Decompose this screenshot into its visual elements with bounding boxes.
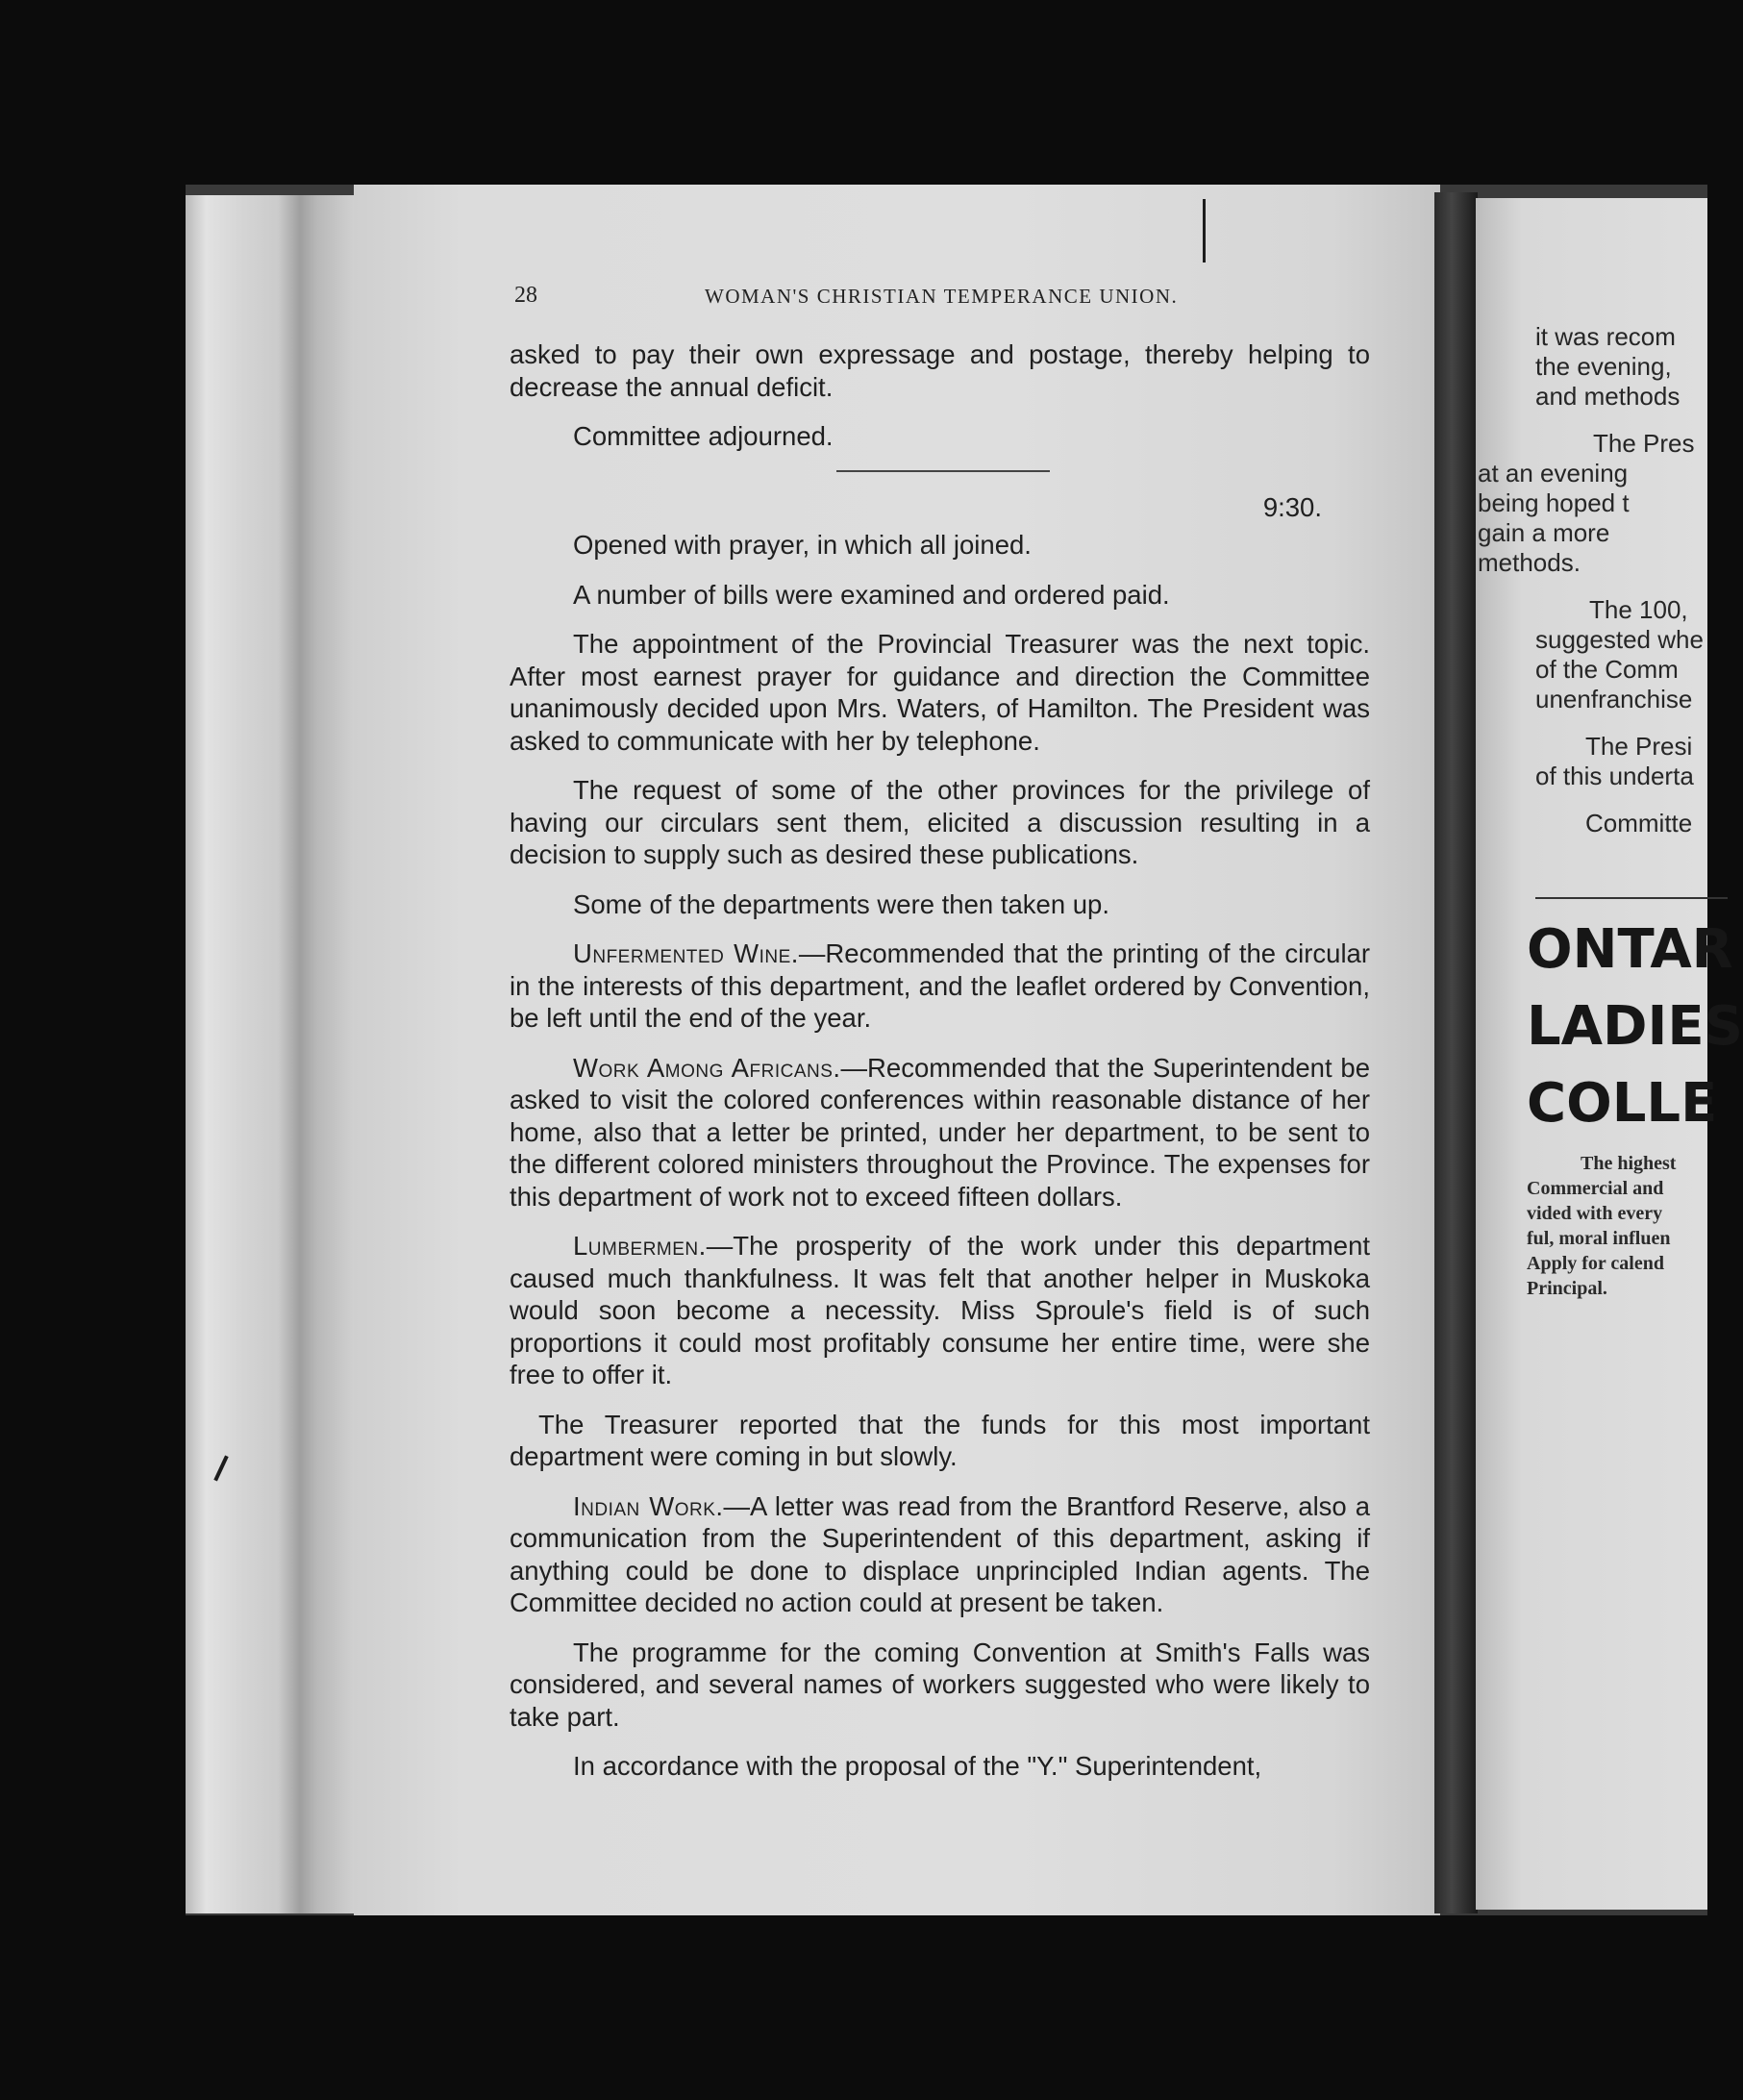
text-line: The Pres xyxy=(1593,429,1695,458)
section-rule xyxy=(836,470,1050,472)
page-edges xyxy=(186,195,354,1913)
department-paragraph xyxy=(510,1230,1370,1391)
right-paragraph xyxy=(1478,429,1728,578)
book-gutter xyxy=(1434,192,1478,1913)
department-text: —Recommended that the Superintendent be asked to visit the colored conferences within reasonable distance of her home, also that a letter be printed, under her department, to be sent to the different colored ministers throughout the Province. The expenses for this department of work not to exceed fifteen dollars. xyxy=(510,1052,1370,1212)
adjourned-line: Committee adjourned. xyxy=(573,421,834,451)
department-heading: Work Among Africans. xyxy=(573,1052,841,1083)
ad-line: The highest xyxy=(1581,1153,1677,1174)
text-line: gain a more xyxy=(1478,518,1610,547)
right-page-text xyxy=(1478,322,1728,856)
heading-line: ONTAR xyxy=(1527,918,1733,981)
paragraph: Some of the departments were then taken up. xyxy=(573,888,1109,919)
right-section-rule xyxy=(1535,897,1728,899)
paragraph: The request of some of the other provinces for the privilege of having our circulars sent them, elicited a discussion resulting in a decision to supply such as desired these publications. xyxy=(510,775,1370,869)
treasurer-paragraph: The Treasurer reported that the funds for this most important department were coming in but slowly. xyxy=(510,1409,1370,1471)
right-paragraph xyxy=(1535,322,1728,412)
paragraph: A number of bills were examined and ordered paid. xyxy=(573,579,1170,610)
page-number: 28 xyxy=(514,283,537,308)
ad-line: Commercial and xyxy=(1527,1178,1664,1199)
opening-paragraph: asked to pay their own expressage and postage, thereby helping to decrease the annual deficit. xyxy=(510,339,1370,402)
text-line: methods. xyxy=(1478,548,1581,577)
left-page-body xyxy=(510,338,1370,1800)
text-line: of the Comm xyxy=(1535,655,1679,684)
closing-paragraph: In accordance with the proposal of the "Y." Superintendent, xyxy=(573,1751,1262,1781)
department-heading: Unfermented Wine. xyxy=(573,938,799,968)
department-heading: Lumbermen. xyxy=(573,1231,707,1261)
text-line: being hoped t xyxy=(1478,488,1630,517)
session-time: 9:30. xyxy=(1262,491,1322,522)
college-advertisement-text xyxy=(1527,1151,1719,1301)
department-paragraph xyxy=(510,1490,1370,1619)
right-paragraph xyxy=(1535,809,1728,838)
text-line: The 100, xyxy=(1589,595,1688,624)
text-line: at an evening xyxy=(1478,459,1629,488)
department-text: —Recommended that the printing of the circular in the interests of this department, and the leaflet ordered by Convention, be left until the end of the year. xyxy=(510,938,1371,1033)
journal-title: WOMAN'S CHRISTIAN TEMPERANCE UNION. xyxy=(705,285,1179,308)
text-line: the evening, xyxy=(1535,352,1672,381)
department-paragraph xyxy=(510,1052,1370,1213)
programme-paragraph: The programme for the coming Convention at Smith's Falls was considered, and several names of workers suggested who were likely to take part. xyxy=(510,1637,1370,1732)
heading-line: COLLE xyxy=(1527,1072,1718,1135)
ink-mark xyxy=(1203,199,1206,262)
ad-line: Apply for calend xyxy=(1527,1253,1664,1274)
text-line: suggested whe xyxy=(1535,625,1704,654)
ad-line: ful, moral influen xyxy=(1527,1228,1671,1249)
right-paragraph xyxy=(1535,732,1728,791)
text-line: of this underta xyxy=(1535,762,1694,790)
ad-line: Principal. xyxy=(1527,1278,1607,1299)
right-paragraph xyxy=(1535,595,1728,714)
college-advertisement-heading xyxy=(1527,912,1743,1142)
paragraph: Opened with prayer, in which all joined. xyxy=(573,530,1032,560)
text-line: and methods xyxy=(1535,382,1681,411)
department-text: —A letter was read from the Brantford Reserve, also a communication from the Superintendent of this department, asking if anything could be done to displace unprincipled Indian agents. The Committee decided no action could at present be taken. xyxy=(510,1490,1371,1617)
department-heading: Indian Work. xyxy=(573,1490,724,1521)
department-text: —The prosperity of the work under this department caused much thankfulness. It was felt that another helper in Muskoka would soon become a necessity. Miss Sproule's field is of such proportions it could most profitably consume her entire time, were she free to offer it. xyxy=(510,1231,1370,1389)
ad-line: vided with every xyxy=(1527,1203,1663,1224)
text-line: unenfranchise xyxy=(1535,685,1693,713)
text-line: The Presi xyxy=(1585,732,1693,761)
text-line: it was recom xyxy=(1535,322,1676,351)
department-paragraph xyxy=(510,938,1370,1035)
paragraph: The appointment of the Provincial Treasurer was the next topic. After most earnest prayer for guidance and direction the Committee unanimously decided upon Mrs. Waters, of Hamilton. The President was asked to communicate with her by telephone. xyxy=(510,629,1370,756)
heading-line: LADIES xyxy=(1527,995,1743,1058)
text-line: Committe xyxy=(1585,809,1693,838)
